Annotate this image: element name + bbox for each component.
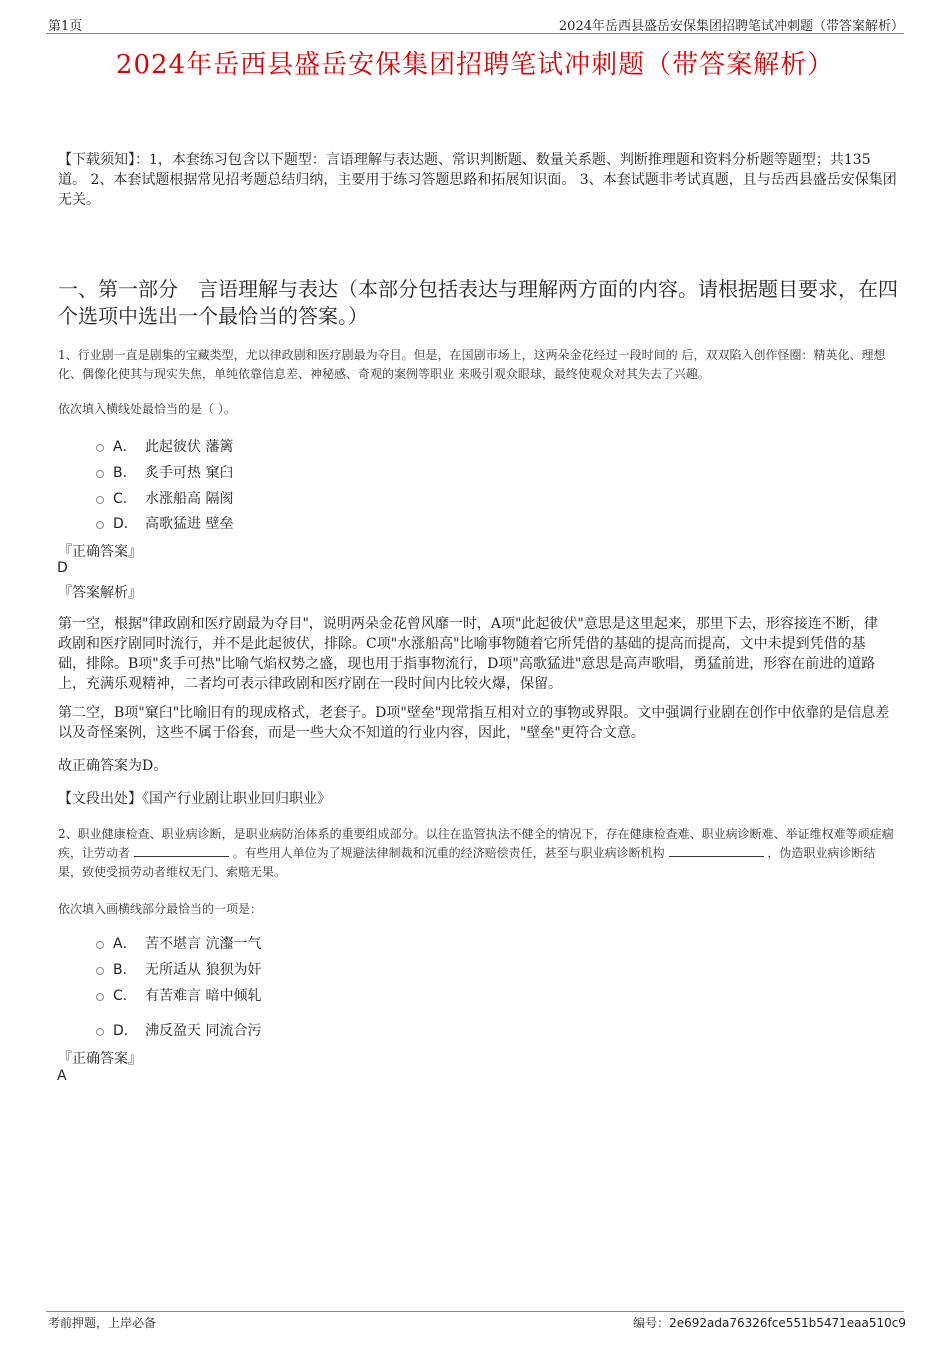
option-text: 高歌猛进 壁垒 [145, 516, 234, 532]
option-letter: B． [113, 962, 137, 978]
radio-icon[interactable] [96, 521, 104, 529]
radio-icon[interactable] [96, 470, 104, 478]
option-letter: C． [113, 491, 137, 507]
question-2-text [58, 825, 898, 882]
document-code-value: 2e692ada76326fce551b5471eaa510c9 [669, 1316, 906, 1330]
document-code [633, 1314, 906, 1331]
fill-blank-2 [669, 844, 764, 857]
option-letter: A． [113, 439, 137, 455]
q2-option-d[interactable] [96, 1020, 261, 1040]
q1-conclusion: 故正确答案为D。 [58, 758, 168, 774]
radio-icon[interactable] [96, 1028, 104, 1036]
q2-option-c[interactable] [96, 985, 261, 1005]
radio-icon[interactable] [96, 967, 104, 975]
q1-analysis-paragraph-1: 第一空，根据"律政剧和医疗剧最为夺目"，说明两朵金花曾风靡一时，A项"此起彼伏"意思是这里起来，那里下去，形容接连不断，律政剧和医疗剧同时流行，并不是此起彼伏，排除。C项"水涨船高"比喻事物随着它所凭借的基础的提高而提高，文中未提到凭借的基础，排除。B项"炙手可热"比喻气焰权势之盛，现也用于指事物流行，D项"高歌猛进"意思是高声歌唱，勇猛前进，形容在前进的道路上，充满乐观精神，二者均可表示律政剧和医疗剧在一段时间内比较火爆，保留。 [58, 616, 878, 692]
question-1-text: 1、行业剧一直是剧集的宝藏类型，尤以律政剧和医疗剧最为夺目。但是，在国剧市场上，这两朵金花经过一段时间的 后，双双陷入创作怪圈：精英化、理想化、偶像化使其与现实失焦，单纯依靠信息差、神秘感、奇观的案例等职业 来吸引观众眼球，最终使观众对其失去了兴趣。 [58, 348, 886, 381]
option-text: 水涨船高 隔阂 [145, 491, 234, 507]
q2-text-part-3: ，伪造职业病诊断结果，致使受损劳动者维权无门、索赔无果。 [58, 846, 876, 879]
page-number: 第1页 [48, 19, 83, 34]
q2-option-a[interactable] [96, 933, 261, 953]
q1-answer-value: D [57, 560, 68, 576]
option-text: 苦不堪言 沆瀣一气 [145, 936, 262, 952]
download-notice: 【下载须知】：1，本套练习包含以下题型：言语理解与表达题、常识判断题、数量关系题、判断推理题和资料分析题等题型；共135道。 2、本套试题根据常见招考题总结归纳，主要用于练习答题思路和拓展知识面。 3、本套试题非考试真题，且与岳西县盛岳安保集团无关。 [58, 152, 897, 208]
q2-option-b[interactable] [96, 959, 261, 979]
document-title: 2024年岳西县盛岳安保集团招聘笔试冲刺题（带答案解析） [115, 50, 835, 80]
footer-divider [46, 1311, 904, 1312]
q1-option-c[interactable] [96, 488, 233, 508]
option-text: 有苦难言 暗中倾轧 [145, 988, 262, 1004]
question-1-prompt: 依次填入横线处最恰当的是（ ）。 [58, 402, 236, 416]
q1-analysis-paragraph-2: 第二空，B项"窠臼"比喻旧有的现成格式，老套子。D项"壁垒"现常指互相对立的事物或界限。文中强调行业剧在创作中依靠的是信息差以及奇怪案例，这些不属于俗套，而是一些大众不知道的行业内容，因此，"壁垒"更符合文意。 [58, 705, 890, 741]
q2-text-part-1: 2、职业健康检查、职业病诊断，是职业病防治体系的重要组成部分。以往在监管执法不健全的情况下，存在健康检查难、职业病诊断难、举证维权难等顽症痼疾，让劳动者 [58, 827, 894, 860]
section-heading: 一、第一部分 言语理解与表达（本部分包括表达与理解两方面的内容。请根据题目要求，在四个选项中选出一个最恰当的答案。） [58, 277, 898, 328]
q2-answer-value: A [57, 1068, 67, 1084]
option-text: 炙手可热 窠臼 [145, 465, 234, 481]
option-letter: D． [113, 516, 138, 532]
option-letter: A． [113, 936, 137, 952]
radio-icon[interactable] [96, 993, 104, 1001]
option-letter: D． [113, 1023, 138, 1039]
option-text: 此起彼伏 藩篱 [145, 439, 234, 455]
q1-option-a[interactable] [96, 436, 233, 456]
footer-slogan: 考前押题，上岸必备 [48, 1316, 157, 1330]
option-letter: B． [113, 465, 137, 481]
radio-icon[interactable] [96, 444, 104, 452]
question-2-prompt: 依次填入画横线部分最恰当的一项是： [58, 902, 263, 916]
q2-answer-label: 『正确答案』 [58, 1051, 142, 1067]
running-header-title: 2024年岳西县盛岳安保集团招聘笔试冲刺题（带答案解析） [558, 19, 904, 34]
q1-analysis-label: 『答案解析』 [58, 585, 142, 601]
q1-source: 【文段出处】《国产行业剧让职业回归职业》 [58, 791, 331, 807]
q2-text-part-2: 。有些用人单位为了规避法律制裁和沉重的经济赔偿责任，甚至与职业病诊断机构 [232, 846, 665, 860]
document-code-label: 编号： [633, 1316, 670, 1330]
q1-option-b[interactable] [96, 462, 233, 482]
option-text: 无所适从 狼狈为奸 [145, 962, 262, 978]
radio-icon[interactable] [96, 941, 104, 949]
radio-icon[interactable] [96, 496, 104, 504]
option-text: 沸反盈天 同流合污 [145, 1023, 262, 1039]
q1-option-d[interactable] [96, 513, 233, 533]
option-letter: C． [113, 988, 137, 1004]
fill-blank-1 [134, 844, 229, 857]
header-divider [46, 33, 904, 34]
q1-answer-label: 『正确答案』 [58, 544, 142, 560]
